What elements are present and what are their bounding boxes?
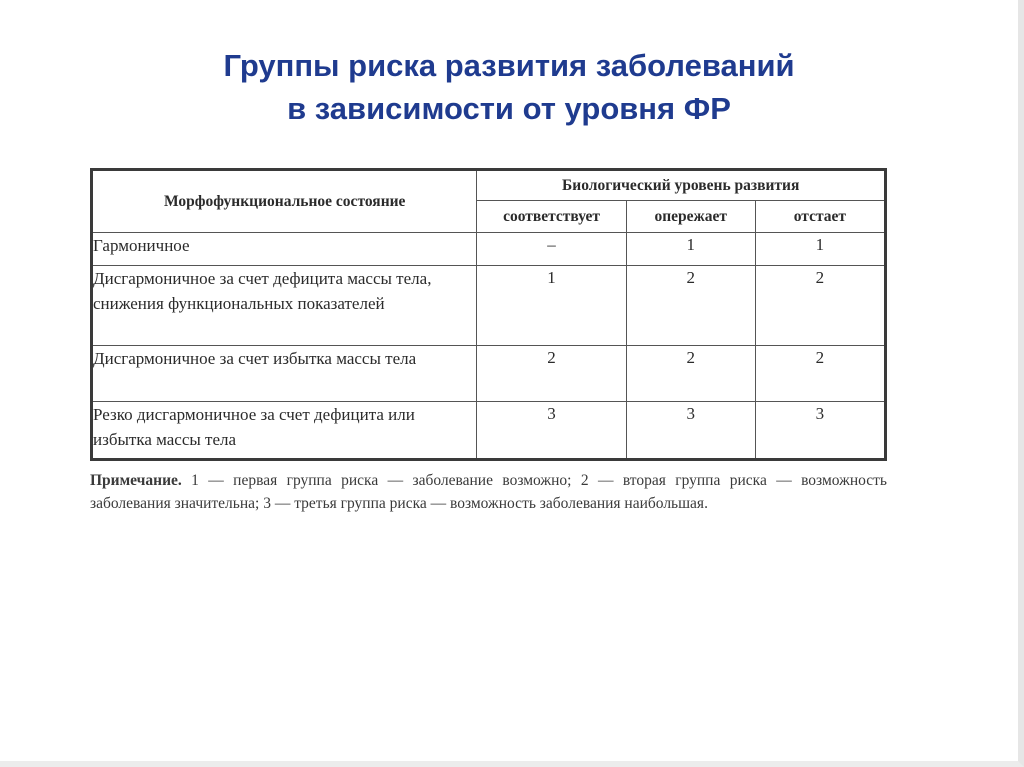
table-row <box>92 402 886 460</box>
value-cell: 2 <box>626 266 755 346</box>
state-cell: Гармоничное <box>92 233 477 266</box>
table-note <box>90 469 887 515</box>
value-cell: 2 <box>755 266 885 346</box>
value-cell: 3 <box>477 402 626 460</box>
table-figure <box>90 168 890 515</box>
column-header-corresponds: соответствует <box>477 201 626 233</box>
column-header-ahead: опережает <box>626 201 755 233</box>
note-label: Примечание. <box>90 472 182 489</box>
state-cell: Дисгармоничное за счет дефицита массы тела, снижения функциональных показателей <box>92 266 477 346</box>
value-cell: 3 <box>626 402 755 460</box>
value-cell: 3 <box>755 402 885 460</box>
value-cell: 1 <box>626 233 755 266</box>
column-header-behind: отстает <box>755 201 885 233</box>
table-row <box>92 346 886 402</box>
state-cell: Дисгармоничное за счет избытка массы тела <box>92 346 477 402</box>
row-header-cell: Морфофункциональное состояние <box>92 170 477 233</box>
value-cell: – <box>477 233 626 266</box>
slide-title <box>0 44 1018 130</box>
note-text: 1 — первая группа риска — заболевание возможно; 2 — вторая группа риска — возможность заболевания значительна; 3 — третья группа риска — возможность заболевания наибольшая. <box>90 472 887 512</box>
value-cell: 2 <box>477 346 626 402</box>
state-cell: Резко дисгармоничное за счет дефицита или избытка массы тела <box>92 402 477 460</box>
table-row <box>92 266 886 346</box>
slide-title-line-2: в зависимости от уровня ФР <box>287 91 731 126</box>
value-cell: 1 <box>755 233 885 266</box>
value-cell: 2 <box>626 346 755 402</box>
risk-groups-table <box>90 168 887 461</box>
value-cell: 1 <box>477 266 626 346</box>
slide-title-line-1: Группы риска развития заболеваний <box>223 48 795 83</box>
group-header-cell: Биологический уровень развития <box>477 170 886 201</box>
value-cell: 2 <box>755 346 885 402</box>
table-row <box>92 233 886 266</box>
